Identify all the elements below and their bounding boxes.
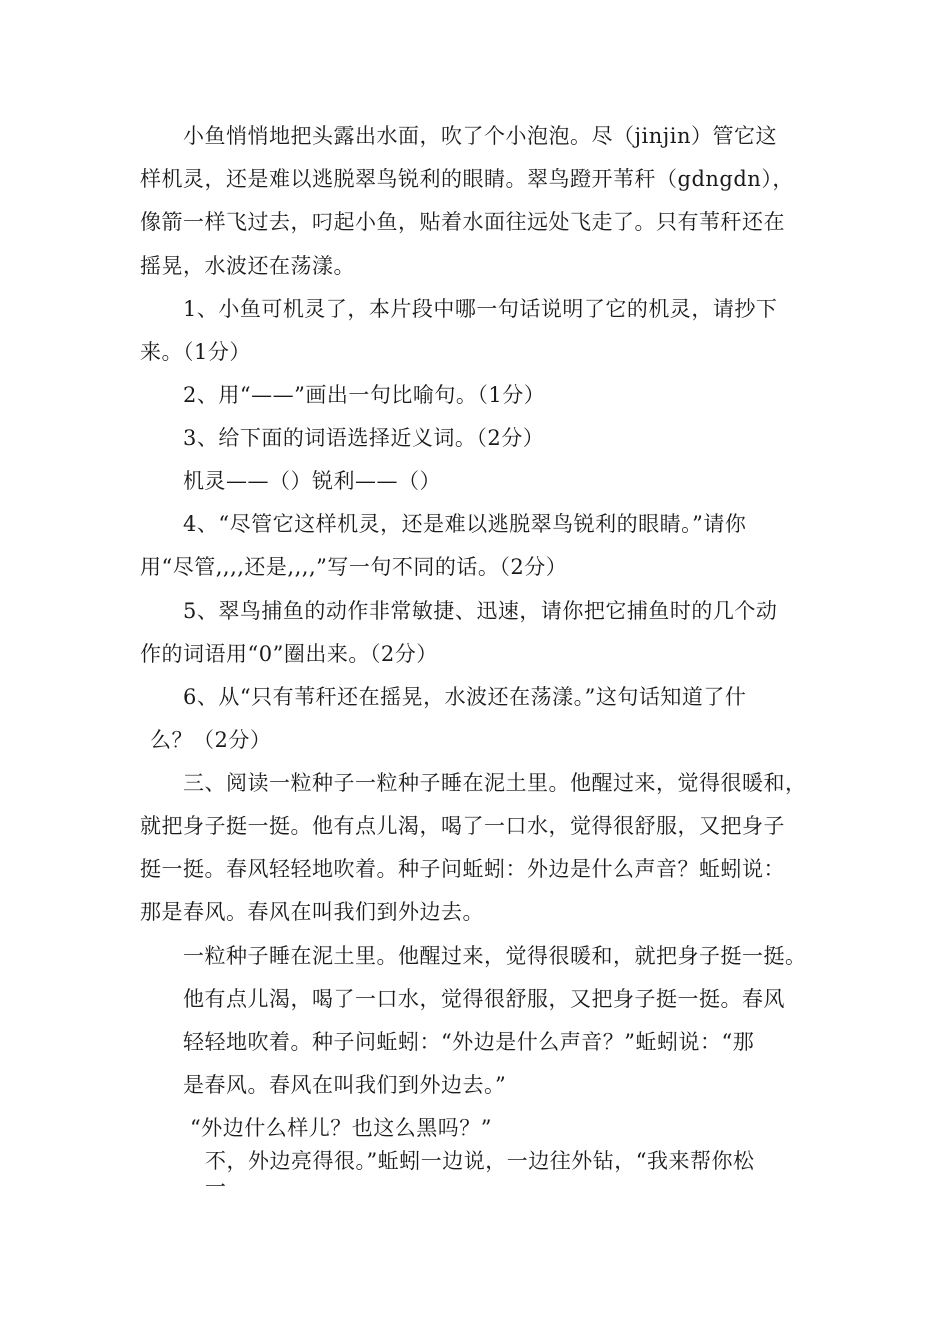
passage3-line: 他有点儿渴，喝了一口水，觉得很舒服，又把身子挺一挺。春风: [183, 987, 785, 1011]
question-6-line: 6、从“只有苇秆还在摇晃，水波还在荡漾。”这句话知道了什: [183, 685, 747, 709]
section3-line: 挺一挺。春风轻轻地吹着。种子问蚯蚓：外边是什么声音？蚯蚓说：: [140, 857, 785, 881]
passage3-line: 一粒种子睡在泥土里。他醒过来，觉得很暖和，就把身子挺一挺。: [183, 944, 807, 968]
passage1-line: 摇晃，水波还在荡漾。: [140, 254, 355, 278]
question-1-line: 1、小鱼可机灵了，本片段中哪一句话说明了它的机灵，请抄下: [183, 297, 778, 321]
section3-line: 那是春风。春风在叫我们到外边去。: [140, 900, 484, 924]
passage3-line: 轻轻地吹着。种子问蚯蚓：“外边是什么声音？”蚯蚓说：“那: [183, 1030, 755, 1054]
passage1-line: 小鱼悄悄地把头露出水面，吹了个小泡泡。尽（jinjin）管它这: [183, 124, 778, 148]
section3-line: 三、阅读一粒种子一粒种子睡在泥土里。他醒过来，觉得很暖和，: [183, 771, 807, 795]
question-4-line: 4、“尽管它这样机灵，还是难以逃脱翠鸟锐利的眼睛。”请你: [183, 512, 747, 536]
passage1-line: 像箭一样飞过去，叼起小鱼，贴着水面往远处飞走了。只有苇秆还在: [140, 210, 785, 234]
dialogue-line: “外边什么样儿？也这么黑吗？”: [190, 1116, 492, 1140]
dialogue-line: 不，外边亮得很。”蚯蚓一边说，一边往外钻，“我来帮你松: [205, 1149, 755, 1173]
question-6-line: 么？（2分）: [150, 728, 272, 752]
section3-line: 就把身子挺一挺。他有点儿渴，喝了一口水，觉得很舒服，又把身子: [140, 814, 785, 838]
question-5-line: 作的词语用“0”圈出来。（2分）: [140, 642, 438, 666]
question-4-line: 用“尽管,,,,还是,,,,”写一句不同的话。（2分）: [140, 555, 568, 579]
question-3-line: 3、给下面的词语选择近义词。（2分）: [183, 426, 545, 450]
passage3-line: 是春风。春风在叫我们到外边去。”: [183, 1073, 507, 1097]
dialogue-line-cut: 一: [205, 1175, 227, 1188]
question-3-line: 机灵——（）锐利——（）: [183, 469, 441, 493]
question-5-line: 5、翠鸟捕鱼的动作非常敏捷、迅速，请你把它捕鱼时的几个动: [183, 599, 778, 623]
question-1-line: 来。（1分）: [140, 340, 251, 364]
passage1-line: 样机灵，还是难以逃脱翠鸟锐利的眼睛。翠鸟蹬开苇秆（gdngdn），: [140, 167, 794, 191]
question-2-line: 2、用“——”画出一句比喻句。（1分）: [183, 383, 546, 407]
